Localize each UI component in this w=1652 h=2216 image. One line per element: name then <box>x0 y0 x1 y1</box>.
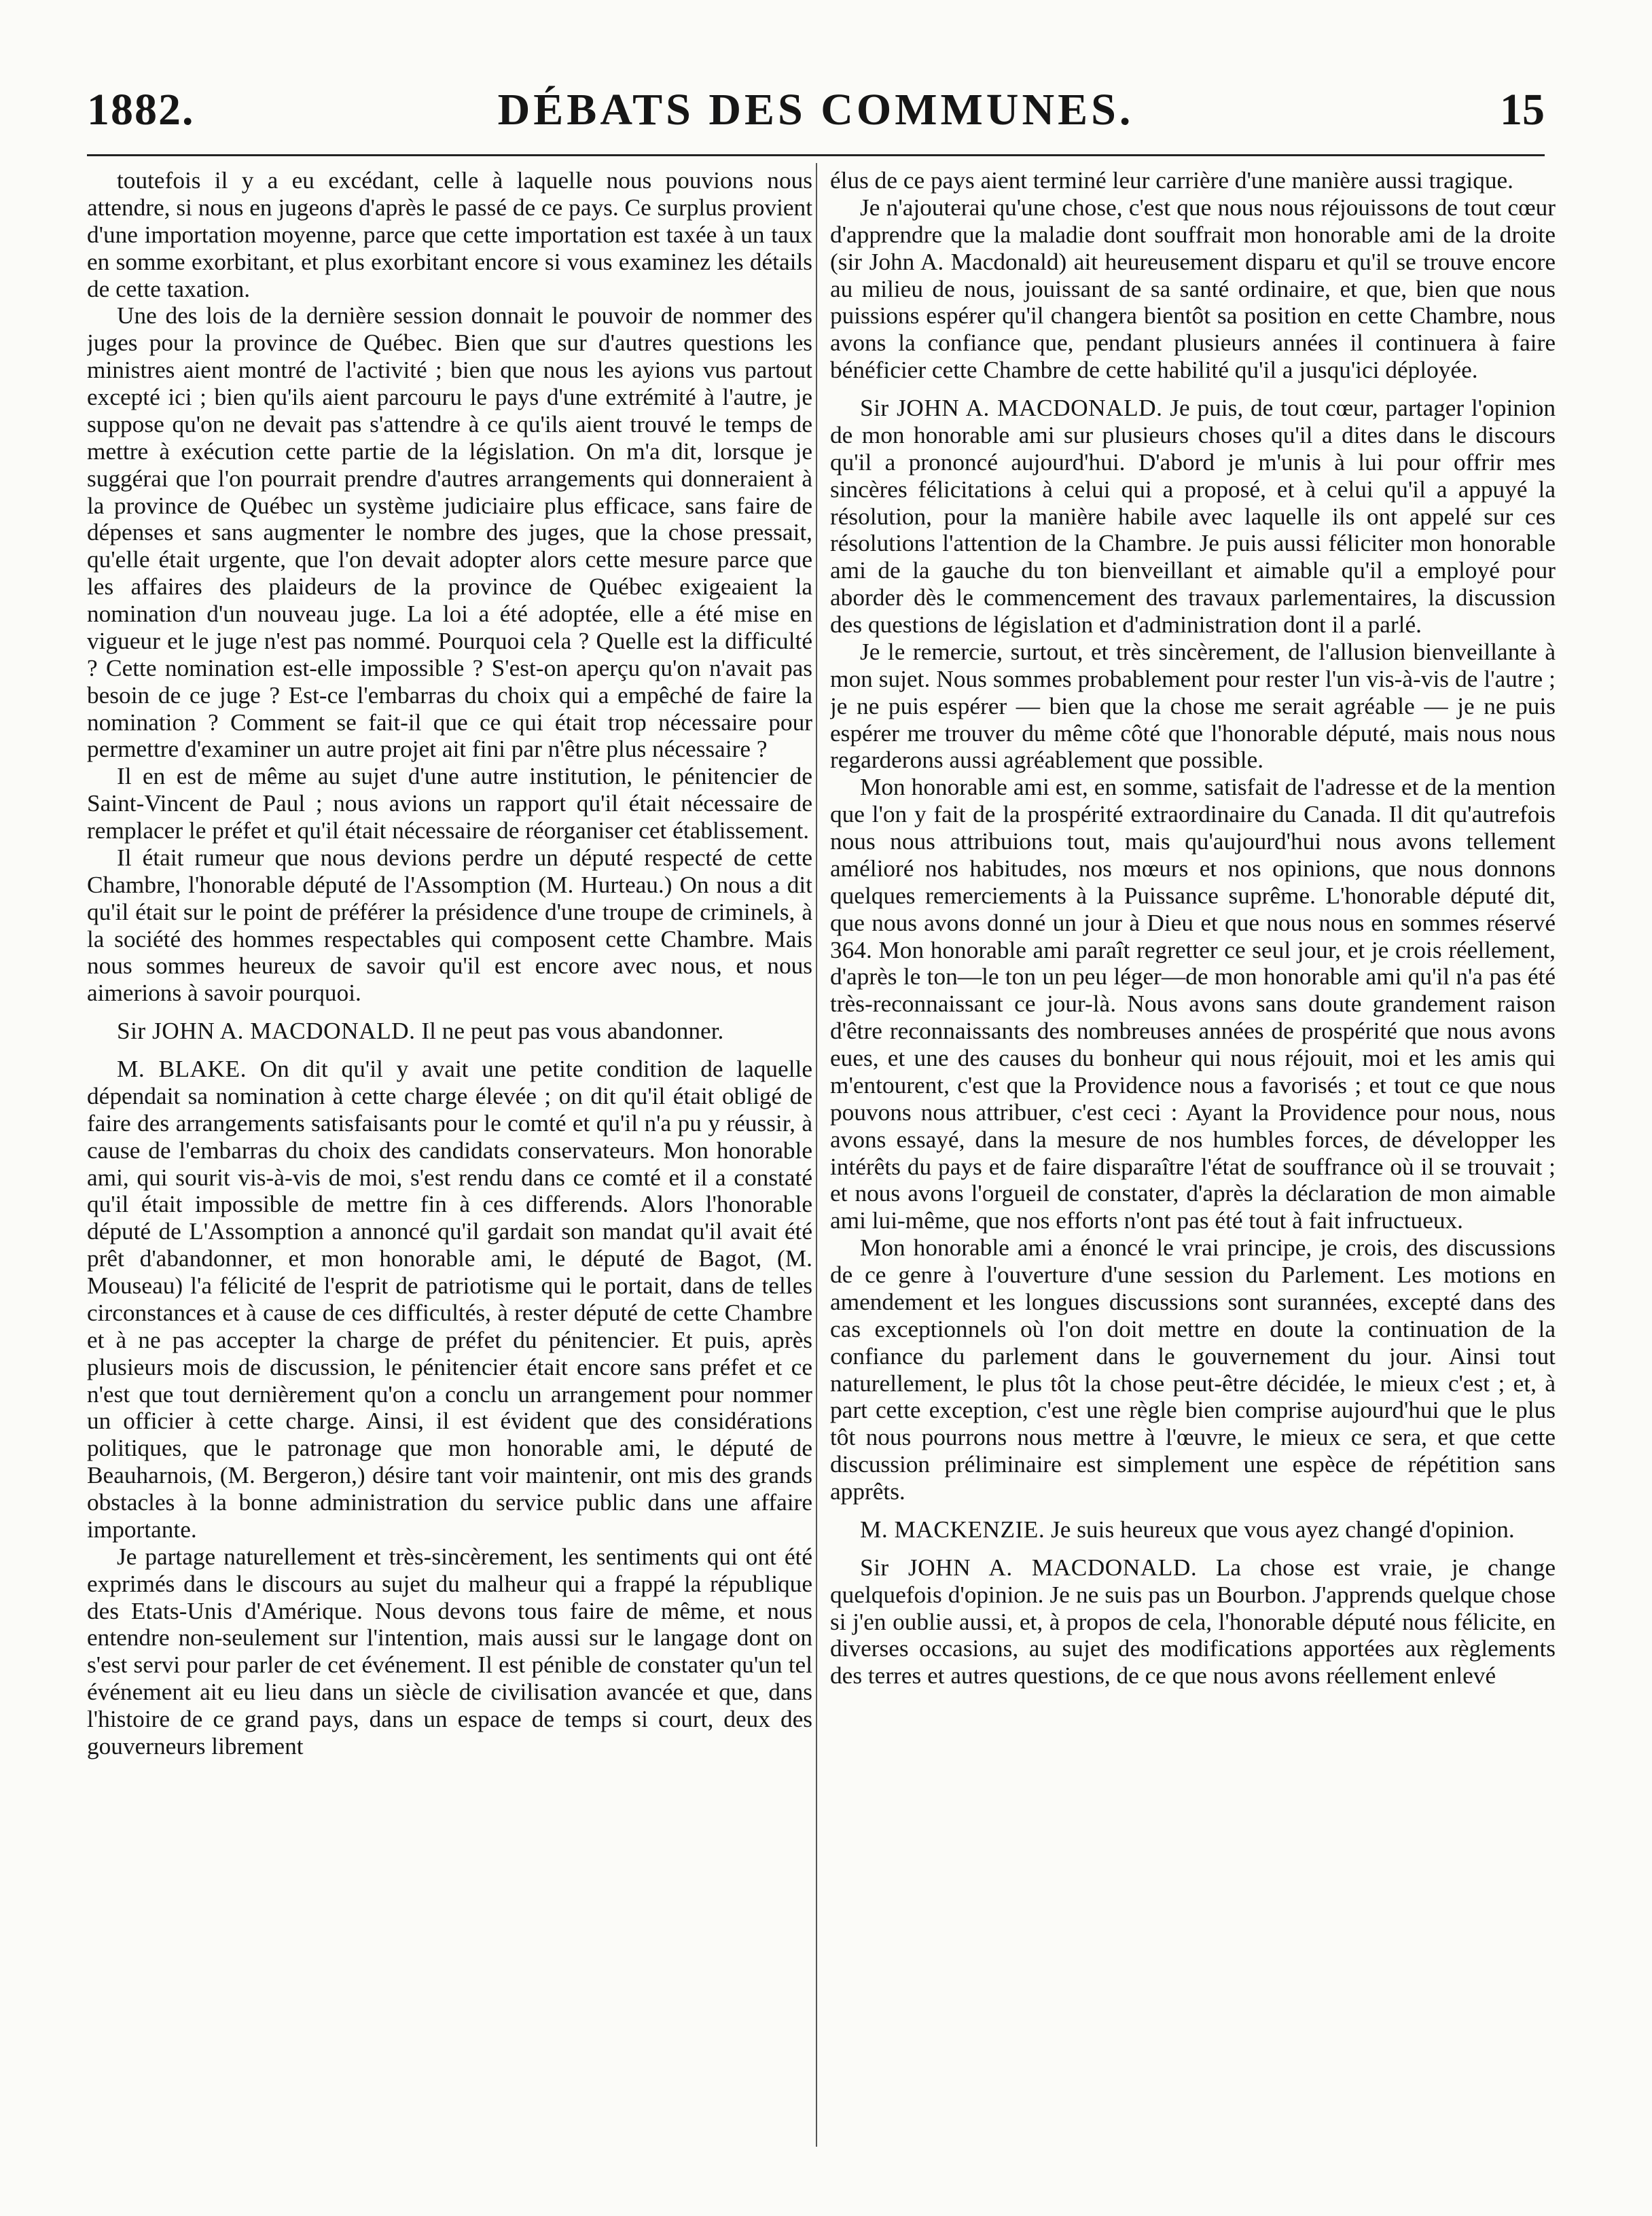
paragraph <box>87 844 812 1007</box>
paragraph-text: Je n'ajouterai qu'une chose, c'est que nous nous réjouissons de tout cœur d'apprendre que la maladie dont souffrait mon honorable ami de la droite (sir John A. Macdonald) ait heureusement disparu et qu'il se trouve encore au milieu de nous, jouissant de sa santé ordinaire, et que, bien que nous puissions espérer qu'il changera bientôt sa position en cette Chambre, nous avons la confiance que, pendant plusieurs années il continuera à faire bénéficier cette Chambre de cette habilité qu'il a jusqu'ici déployée. <box>830 194 1556 384</box>
right-column <box>830 167 1556 2151</box>
header-rule <box>87 154 1545 156</box>
paragraph-text: Une des lois de la dernière session donnait le pouvoir de nommer des juges pour la province de Québec. Bien que sur d'autres questions les ministres aient montré de l'activité ; bien que nous les ayions vus partout excepté ici ; bien qu'ils aient parcouru le pays d'une extrémité à l'autre, je suppose qu'on ne devait pas s'attendre à ce qu'ils aient trouvé le temps de mettre à exécution cette partie de la législation. On m'a dit, lorsque je suggérai que l'on pourrait prendre d'autres arrangements qui donneraient à la province de Québec un système judiciaire plus efficace, sans faire de dépenses et sans augmenter le nombre des juges, que la chose pressait, qu'elle était urgente, que l'on devait adopter alors cette mesure parce que les affaires des plaideurs de la province de Québec exigeaient la nomination d'un nouveau juge. La loi a été adoptée, elle a été mise en vigueur et le juge n'est pas nommé. Pourquoi cela ? Quelle est la difficulté ? Cette nomination est-elle impossible ? S'est-on aperçu qu'on n'avait pas besoin de ce juge ? Est-ce l'embarras du choix qui a empêché de faire la nomination ? Comment se fait-il que ce qui était trop nécessaire pour permettre d'examiner un autre projet ait fini par n'être plus nécessaire ? <box>87 302 812 763</box>
paragraph-text: toutefois il y a eu excédant, celle à laquelle nous pouvions nous attendre, si nous en jugeons d'après le passé de ce pays. Ce surplus provient d'une importation moyenne, parce que cette importation est taxée à un taux en somme exorbitant, et plus exorbitant encore si vous examinez les détails de cette taxation. <box>87 167 812 302</box>
paragraph-text: Je le remercie, surtout, et très sincèrement, de l'allusion bienveillante à mon sujet. Nous sommes probablement pour rester l'un vis-à-vis de l'autre ; je ne puis espérer — bien que la chose me serait agréable — je ne puis espérer me trouver du même côté que l'honorable député, mais nous nous regarderons aussi agréablement que possible. <box>830 638 1556 774</box>
paragraph-text: Il était rumeur que nous devions perdre un député respecté de cette Chambre, l'honorable député de l'Assomption (M. Hurteau.) On nous a dit qu'il était sur le point de préférer la présidence d'une troupe de criminels, à la société des hommes respectables qui composent cette Chambre. Mais nous sommes heureux de savoir qu'il est encore avec nous, et nous aimerions à savoir pourquoi. <box>87 844 812 1007</box>
left-column <box>87 167 812 2151</box>
paragraph-text: Il ne peut pas vous abandonner. <box>421 1018 724 1045</box>
paragraph <box>830 774 1556 1234</box>
paragraph-text: On dit qu'il y avait une petite condition de laquelle dépendait sa nomination à cette charge élevée ; on dit qu'il était obligé de faire des arrangements satisfaisants pour le comté et qu'il n'a pu y réussir, à cause de l'embarras du choix des candidats conservateurs. Mon honorable ami, qui sourit vis-à-vis de moi, s'est rendu dans ce comté et il a constaté qu'il était impossible de mettre fin à ces differends. Alors l'honorable député de L'Assomption a annoncé qu'il gardait son mandat qu'il avait été prêt d'abandonner, et mon honorable ami, le député de Bagot, (M. Mouseau) l'a félicité de l'esprit de patriotisme qui le portait, dans de telles circonstances et à cause de ces difficultés, à rester député de cette Chambre et à ne pas accepter la charge de préfet du pénitencier. Et puis, après plusieurs mois de discussion, le pénitencier était encore sans préfet et ce n'est que tout dernièrement qu'on a conclu un arrangement pour nommer un officier à cette charge. Ainsi, il est évident que des considérations politiques, que le patronage que mon honorable ami, le député de Beauharnois, (M. Bergeron,) désire tant voir maintenir, ont mis des grands obstacles à la bonne administration du service public dans une affaire importante. <box>87 1056 812 1543</box>
page-header <box>87 75 1545 149</box>
header-year: 1882. <box>87 85 195 135</box>
page-number: 15 <box>1500 85 1545 135</box>
header-title: DÉBATS DES COMMUNES. <box>497 85 1134 135</box>
paragraph-text: Il en est de même au sujet d'une autre institution, le pénitencier de Saint-Vincent de Paul ; nous avions un rapport qu'il était nécessaire de remplacer le préfet et qu'il était nécessaire de réorganiser cet établissement. <box>87 763 812 844</box>
paragraph <box>830 639 1556 774</box>
speech-paragraph <box>87 1056 812 1543</box>
speaker-name: M. MACKENZIE. <box>860 1516 1045 1543</box>
paragraph <box>87 302 812 763</box>
paragraph-text: Mon honorable ami a énoncé le vrai principe, je crois, des discussions de ce genre à l'ouverture d'une session du Parlement. Les motions en amendement et les longues discussions sont surannées, excepté dans des cas exceptionnels où l'on doit mettre en doute la continuation de la confiance du parlement dans le gouvernement du jour. Ainsi tout naturellement, le plus tôt la chose peut-être décidée, le mieux c'est ; et, à part cette exception, c'est une règle bien comprise aujourd'hui que le plus tôt nous pourrons nous mettre à l'œuvre, le mieux ce sera, et que cette discussion préliminaire est simplement une espèce de répétition sans apprêts. <box>830 1234 1556 1505</box>
paragraph-text: Je suis heureux que vous ayez changé d'opinion. <box>1051 1516 1515 1543</box>
speech-paragraph <box>87 1018 812 1045</box>
speech-paragraph <box>830 1554 1556 1690</box>
paragraph-text: Je puis, de tout cœur, partager l'opinion de mon honorable ami sur plusieurs choses qu'il a dites dans le discours qu'il a prononcé aujourd'hui. D'abord je m'unis à lui pour offrir mes sincères félicitations à celui qui a proposé, et à celui qu'il a appuyé la résolution, pour la manière habile avec laquelle ils ont appelé sur ces résolutions l'attention de la Chambre. Je puis aussi féliciter mon honorable ami de la gauche du ton bienveillant et aimable qu'il a employé pour aborder dès le commencement des travaux parlementaires, la discussion des questions de législation et d'administration dont il a parlé. <box>830 395 1556 638</box>
paragraph <box>87 167 812 302</box>
paragraph <box>830 167 1556 194</box>
column-divider <box>816 163 817 2147</box>
speaker-name: M. BLAKE. <box>117 1056 247 1082</box>
paragraph-text: La chose est vraie, je change quelquefois d'opinion. Je ne suis pas un Bourbon. J'apprends quelque chose si j'en oublie aussi, et, à propos de cela, l'honorable député nous félicite, en diverses occasions, au sujet des modifications apportées aux règlements des terres et autres questions, de ce que nous avons réellement enlevé <box>830 1554 1556 1690</box>
speaker-name: Sir JOHN A. MACDONALD. <box>860 1554 1198 1581</box>
paragraph <box>87 763 812 844</box>
speech-paragraph <box>830 1516 1556 1543</box>
paragraph <box>87 1543 812 1760</box>
paragraph <box>830 194 1556 384</box>
paragraph-text: Je partage naturellement et très-sincèrement, les sentiments qui ont été exprimés dans le discours au sujet du malheur qui a frappé la république des Etats-Unis d'Amérique. Nous devons tous faire de même, et nous entendre non-seulement sur l'intention, mais aussi sur le langage dont on s'est servi pour parler de cet événement. Il est pénible de constater qu'un tel événement ait eu lieu dans un siècle de civilisation avancée et que, dans l'histoire de ce grand pays, dans un espace de temps si court, deux des gouverneurs librement <box>87 1543 812 1759</box>
speech-paragraph <box>830 395 1556 639</box>
paragraph-text: élus de ce pays aient terminé leur carrière d'une manière aussi tragique. <box>830 167 1513 194</box>
paragraph <box>830 1234 1556 1505</box>
speaker-name: Sir JOHN A. MACDONALD. <box>117 1018 416 1045</box>
speaker-name: Sir JOHN A. MACDONALD. <box>860 395 1163 421</box>
paragraph-text: Mon honorable ami est, en somme, satisfait de l'adresse et de la mention que l'on y fait de la prospérité extraordinaire du Canada. Il dit qu'autrefois nous nous attribuions tout, mais qu'aujourd'hui nous avons tellement amélioré nos habitudes, nos mœurs et nos opinions, que nous donnons quelques remerciements à la Puissance suprême. L'honorable député dit, que nous avons donné un jour à Dieu et que nous nous en sommes réservé 364. Mon honorable ami paraît regretter ce seul jour, et je crois réellement, d'après le ton—le ton un peu léger—de mon honorable ami qu'il n'a pas été très-reconnaissant ce jour-là. Nous avons sans doute grandement raison d'être reconnaissants des nombreuses années de prospérité que nous avons eues, et une des causes du bonheur qui nous réjouit, moi et les amis qui m'entourent, c'est que la Providence nous a favorisés ; et tout ce que nous pouvons nous attribuer, c'est ceci : Ayant la Providence pour nous, nous avons essayé, dans la mesure de nos humbles forces, de développer les intérêts du pays et de faire disparaître l'état de souffrance où il se trouvait ; et nous avons l'orgueil de constater, d'après la déclaration de mon aimable ami lui-même, que nos efforts n'ont pas été tout à fait infructueux. <box>830 774 1556 1234</box>
